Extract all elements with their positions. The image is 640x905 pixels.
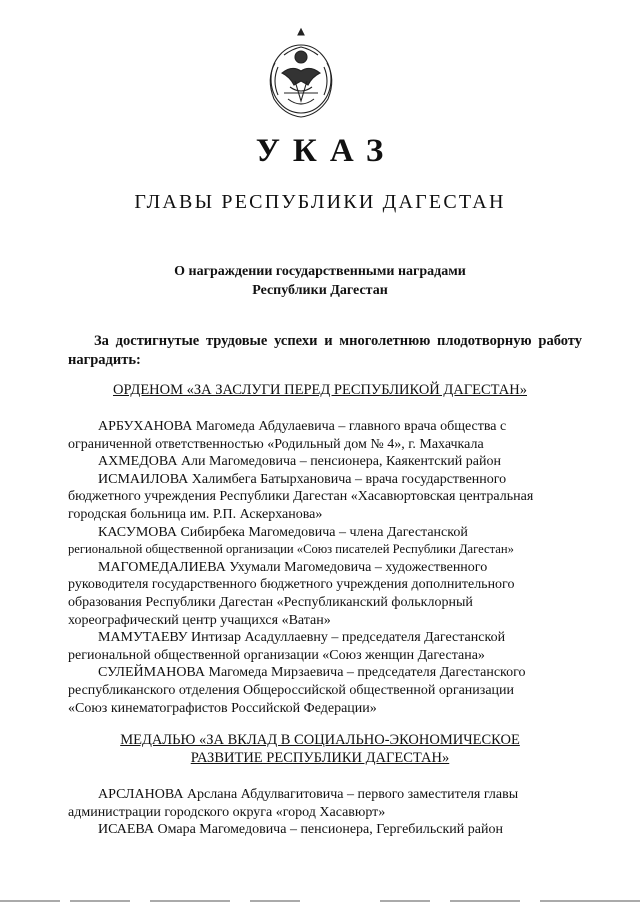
- scan-edge-artifact: [0, 896, 640, 905]
- heading-line-2: Республики Дагестан: [252, 283, 388, 298]
- award-entry: КАСУМОВА Сибирбека Магомедовича – члена Дагестанской региональной общественной организации «Союз писателей Республики Дагестан»: [68, 524, 514, 557]
- section-medal-title-line-2: РАЗВИТИЕ РЕСПУБЛИКИ ДАГЕСТАН»: [190, 750, 450, 766]
- section-medal-title-line-1: МЕДАЛЬЮ «ЗА ВКЛАД В СОЦИАЛЬНО-ЭКОНОМИЧЕСКОЕ: [120, 732, 520, 748]
- section-medal-title: [0, 731, 640, 767]
- award-entry: АРБУХАНОВА Магомеда Абдулаевича – главного врача общества с ограниченной ответственностью «Родильный дом № 4», г. Махачкала: [68, 419, 507, 452]
- award-entry: МАГОМЕДАЛИЕВА Ухумали Магомедовича – художественного руководителя государственного бюджетного учреждения дополнительного образования Республики Дагестан «Республиканский фольклорный хореографический центр учащихся «Ватан»: [68, 559, 515, 628]
- decree-title: УКАЗ: [255, 133, 397, 169]
- award-entry: СУЛЕЙМАНОВА Магомеда Мирзаевича – председателя Дагестанского республиканского отделения Общероссийской общественной организации «Союз кинематографистов Российской Федерации»: [68, 665, 526, 716]
- intro-paragraph: За достигнутые трудовые успехи и многолетнюю плодотворную работу наградить:: [68, 333, 582, 368]
- section-medal-entries: [68, 786, 582, 839]
- section-order-entries: [68, 418, 582, 717]
- heading-line-1: О награждении государственными наградами: [174, 264, 466, 279]
- award-entry: ИСМАИЛОВА Халимбега Батырхановича – врача государственного бюджетного учреждения Республики Дагестан «Хасавюртовская центральная городская больница им. Р.П. Аскерханова»: [68, 471, 534, 522]
- award-entry: МАМУТАЕВУ Интизар Асадуллаевну – председателя Дагестанской региональной общественной организации «Союз женщин Дагестана»: [68, 630, 506, 663]
- section-order-title: ОРДЕНОМ «ЗА ЗАСЛУГИ ПЕРЕД РЕСПУБЛИКОЙ ДАГЕСТАН»: [112, 382, 527, 398]
- award-entry: АРСЛАНОВА Арслана Абдулвагитовича – первого заместителя главы администрации городского округа «город Хасавюрт»: [68, 787, 519, 820]
- coat-of-arms-icon: [262, 27, 340, 119]
- award-entry: ИСАЕВА Омара Магомедовича – пенсионера, Гергебильский район: [98, 822, 503, 838]
- decree-heading: [0, 262, 640, 300]
- award-entry: АХМЕДОВА Али Магомедовича – пенсионера, Каякентский район: [98, 454, 501, 470]
- decree-subtitle: ГЛАВЫ РЕСПУБЛИКИ ДАГЕСТАН: [134, 191, 506, 213]
